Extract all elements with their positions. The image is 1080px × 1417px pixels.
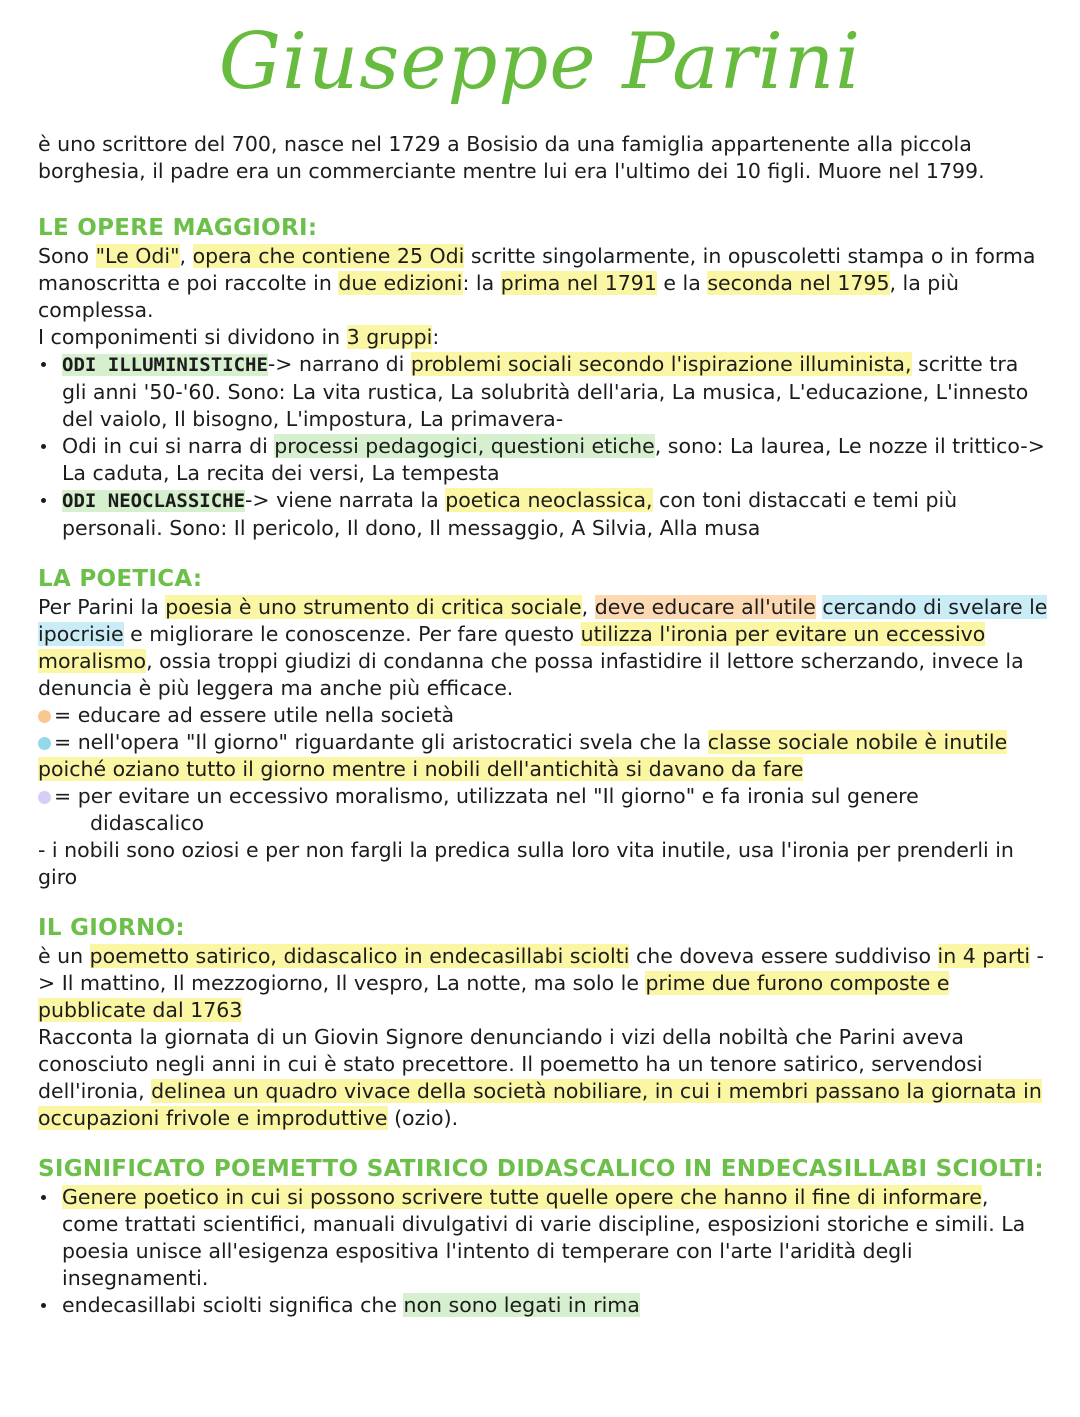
list-item: Genere poetico in cui si possono scrivere tutte quelle opere che hanno il fine di informare, come trattati scientifici, manuali divulgativi di varie discipline, esposizioni storiche e simili. La poesia unisce all'esigenza espositiva l'intento di temperare con l'arte l'aridità degli insegnamenti. [38,1184,1048,1292]
gruppi-line: I componimenti si dividono in 3 gruppi: [38,325,440,349]
giorno-racconto: Racconta la giornata di un Giovin Signore denunciando i vizi della nobiltà che Parini aveva conosciuto negli anni in cui è stato precettore. Il poemetto ha un tenore satirico, servendosi dell'ironia, delinea un quadro vivace della società nobiliare, in cui i membri passano la giornata in occupazioni frivole e improduttive (ozio). [38,1025,1042,1130]
list-item: ODI ILLUMINISTICHE-> narrano di problemi sociali secondo l'ispirazione illuminista, scritte tra gli anni '50-'60. Sono: La vita rustica, La solubrità dell'aria, La musica, L'educazione, L'innesto del vaiolo, Il bisogno, L'impostura, La primavera- [38,351,1048,433]
blue-dot-icon [38,737,51,750]
list-item: endecasillabi sciolti significa che non sono legati in rima [38,1292,1048,1319]
note-ironia: = per evitare un eccessivo moralismo, utilizzata nel "Il giorno" e fa ironia sul genere [38,783,1048,810]
note-giorno: = nell'opera "Il giorno" riguardante gli aristocratici svela che la classe sociale nobile è inutile poiché oziano tutto il giorno mentre i nobili dell'antichità si davano da fare [38,730,1008,781]
lilac-dot-icon [38,791,51,804]
heading-giorno: IL GIORNO: [38,915,185,941]
note-ironia-cont: didascalico [90,811,205,835]
giorno-paragraph: è un poemetto satirico, didascalico in endecasillabi sciolti che doveva essere suddiviso in 4 parti -> Il mattino, Il mezzogiorno, Il vespro, La notte, ma solo le prime due furono composte e pubblicate dal 1763 [38,944,1044,1022]
list-item: Odi in cui si narra di processi pedagogici, questioni etiche, sono: La laurea, Le nozze il trittico-> La caduta, La recita dei versi, La tempesta [38,433,1048,487]
note-educare: = educare ad essere utile nella società [38,702,1048,729]
poetica-paragraph: Per Parini la poesia è uno strumento di critica sociale, deve educare all'utile cercando di svelare le ipocrisie e migliorare le conoscenze. Per fare questo utilizza l'ironia per evitare un eccessivo moralismo, ossia troppi giudizi di condanna che possa infastidire il lettore scherzando, invece la denuncia è più leggera ma anche più efficace. [38,595,1048,700]
list-item: ODI NEOCLASSICHE-> viene narrata la poetica neoclassica, con toni distaccati e temi più personali. Sono: Il pericolo, Il dono, Il messaggio, A Silvia, Alla musa [38,487,1048,542]
intro-paragraph: è uno scrittore del 700, nasce nel 1729 a Bosisio da una famiglia appartenente alla piccola borghesia, il padre era un commerciante mentre lui era l'ultimo dei 10 figli. Muore nel 1799. [38,132,985,183]
heading-opere: LE OPERE MAGGIORI: [38,215,318,241]
odi-list [38,351,1048,542]
opere-paragraph: Sono "Le Odi", opera che contiene 25 Odi scritte singolarmente, in opuscoletti stampa o in forma manoscritta e poi raccolte in due edizioni: la prima nel 1791 e la seconda nel 1795, la più complessa. [38,244,1036,322]
significato-list [38,1184,1048,1319]
heading-significato: SIGNIFICATO POEMETTO SATIRICO DIDASCALICO IN ENDECASILLABI SCIOLTI: [38,1156,1044,1182]
poetica-nobili: - i nobili sono oziosi e per non fargli la predica sulla loro vita inutile, usa l'ironia per prenderli in giro [38,838,1014,889]
page-title: Giuseppe Parini [218,17,862,107]
heading-poetica: LA POETICA: [38,566,203,592]
orange-dot-icon [38,710,51,723]
notes-body [38,131,1048,1319]
